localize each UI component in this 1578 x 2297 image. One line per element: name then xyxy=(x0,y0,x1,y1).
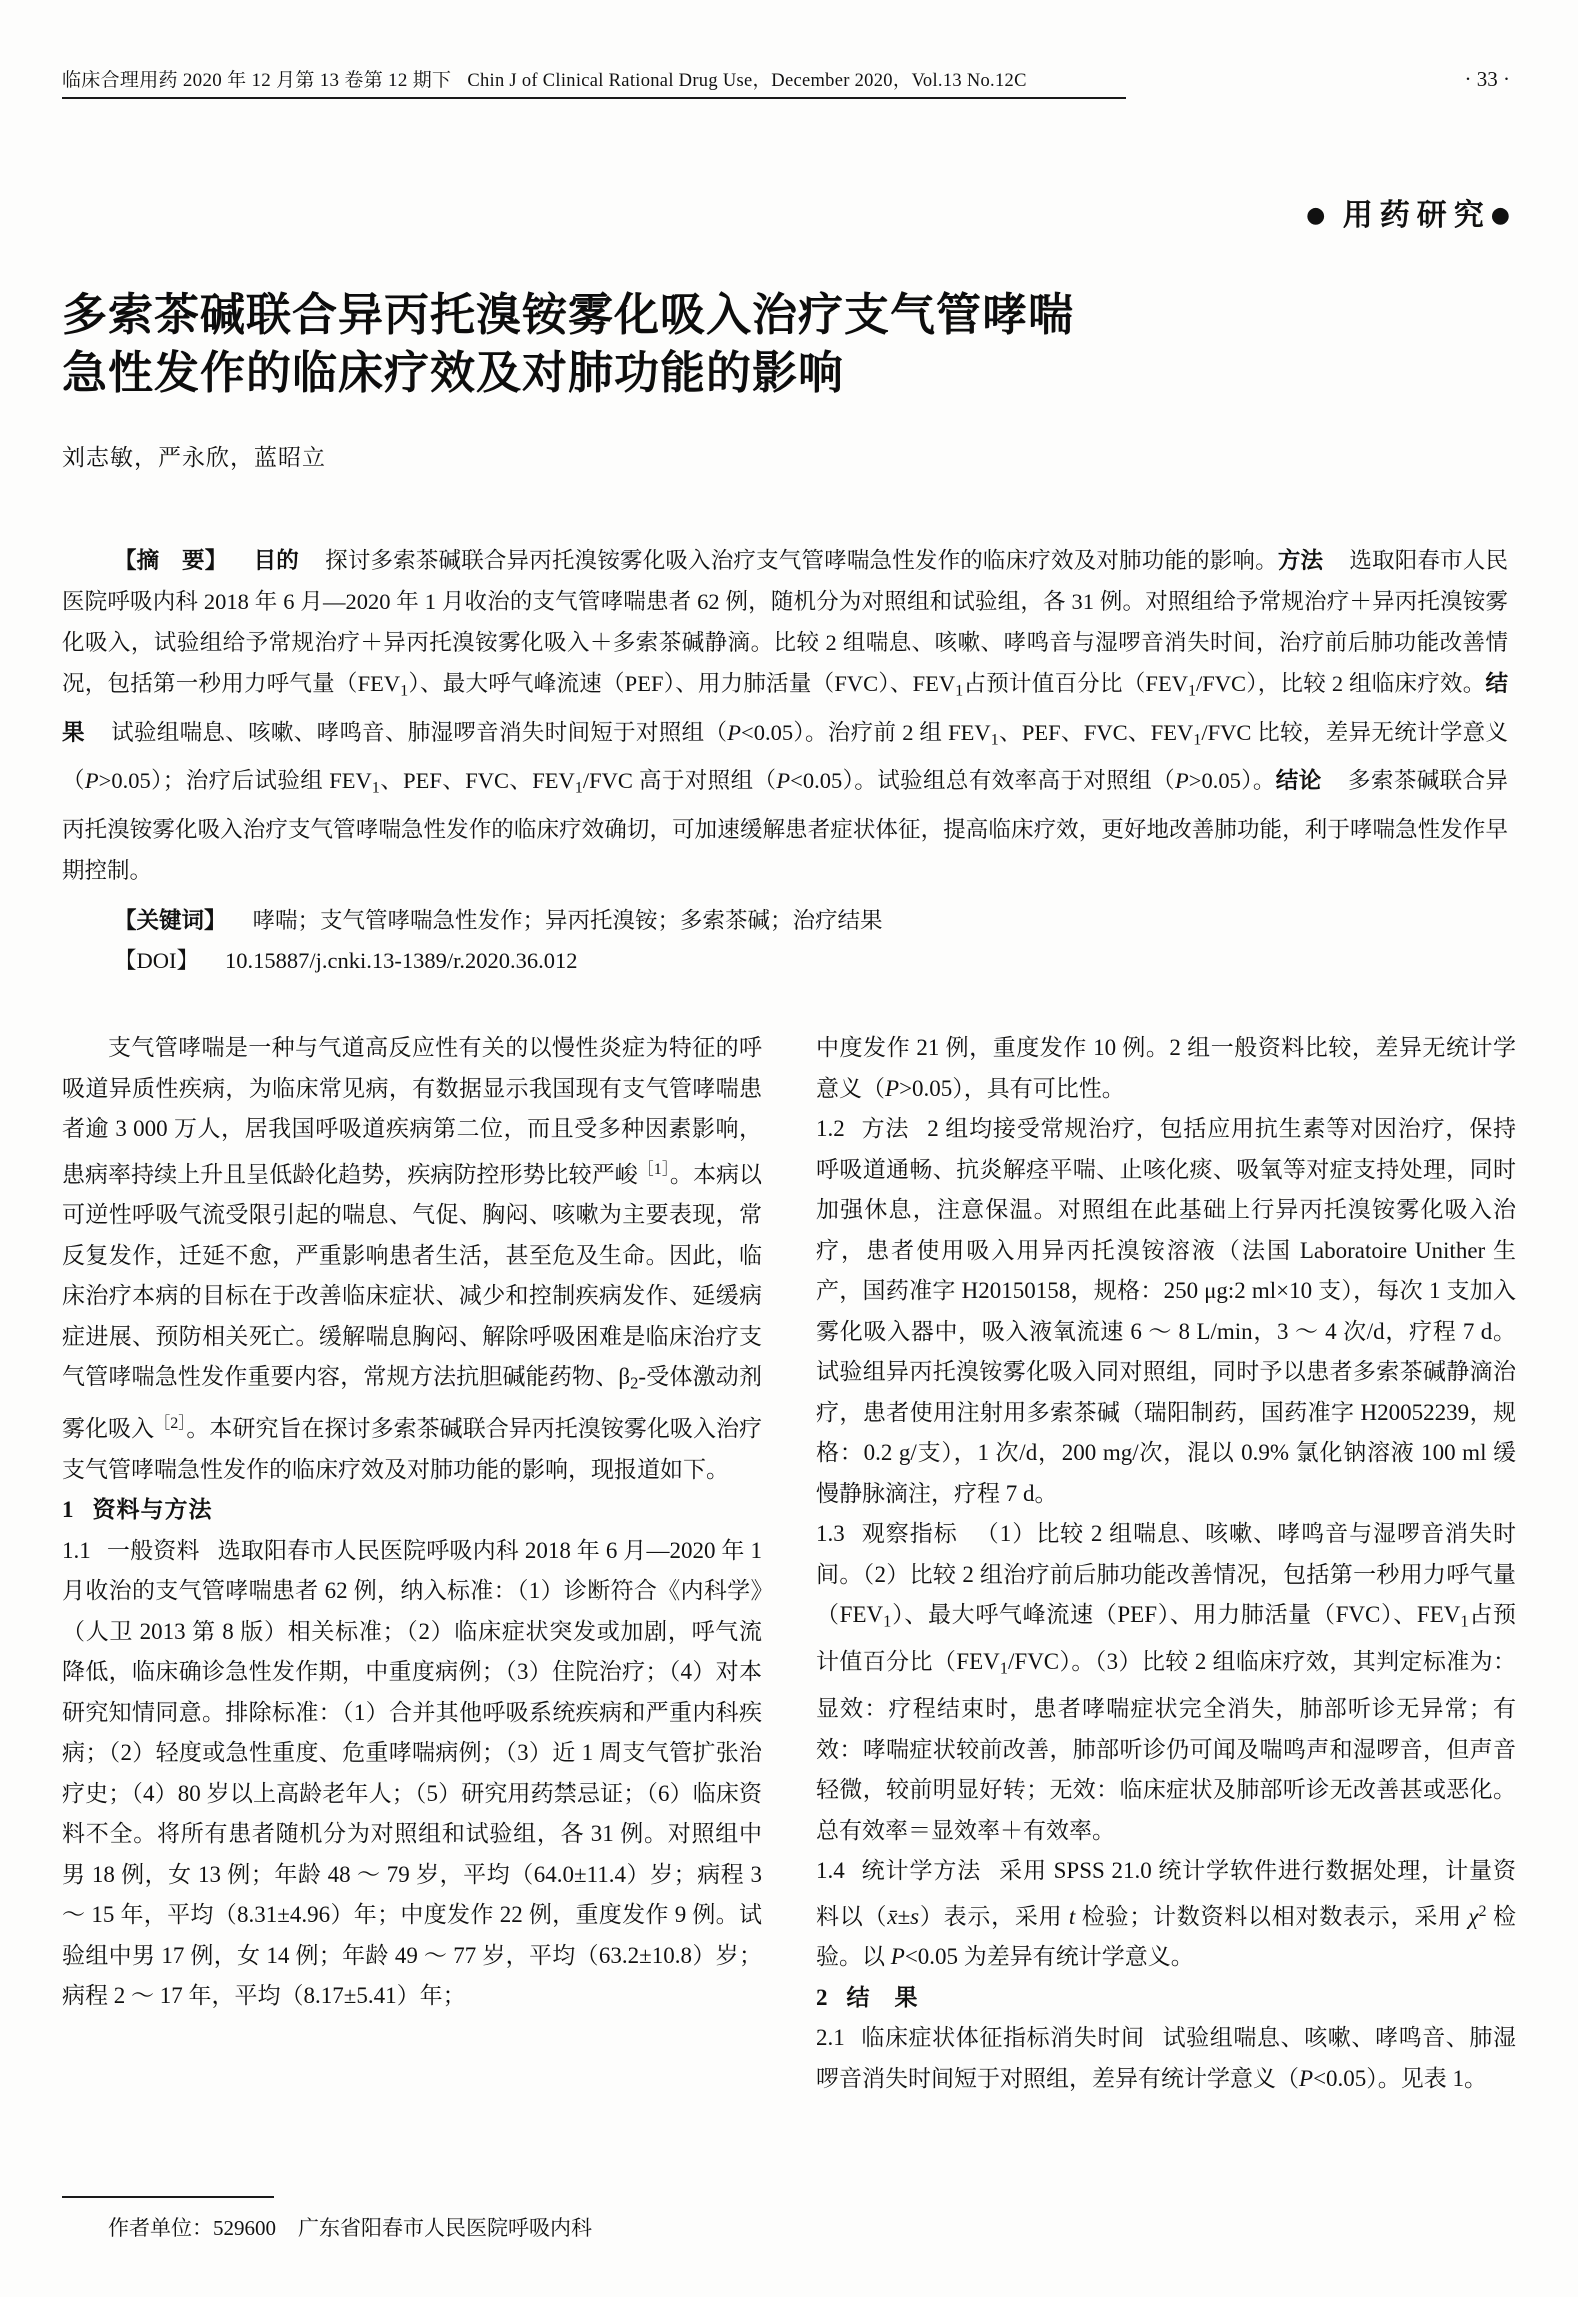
subsection-1-1-text: 选取阳春市人民医院呼吸内科 2018 年 6 月—2020 年 1 月收治的支气管哮喘患者 62 例，纳入标准：（1）诊断符合《内科学》（人卫 2013 第 8 版）相关标准；（2）临床症状突发或加剧，呼气流降低，临床确诊急性发作期，中重度病例；（3）住院治疗；（4）对本研究知情同意。排除标准：（1）合并其他呼吸系统疾病和严重内科疾病；（2）轻度或急性重度、危重哮喘病例；（3）近 1 周支气管扩张治疗史；（4）80 岁以上高龄老年人；（5）研究用药禁忌证；（6）临床资料不全。将所有患者随机分为对照组和试验组，各 31 例。对照组中男 18 例，女 13 例；年龄 48 ～ 79 岁，平均（64.0±11.4）岁；病程 3 ～ 15 年，平均（8.31±4.96）年；中度发作 22 例，重度发作 9 例。试验组中男 17 例，女 14 例；年龄 49 ～ 77 岁，平均（63.2±10.8）岁；病程 2 ～ 17 年，平均（8.17±5.41）年； xyxy=(62,1537,763,2009)
abstract-results-text-i: >0.05）。 xyxy=(1188,768,1276,794)
kicker-left-dot: ● xyxy=(1306,202,1326,228)
continued-text-a: 中度发作 21 例，重度发作 10 例。2 组一般资料比较，差异无统计学意义（ xyxy=(816,1035,1516,1101)
keywords-label: 【关键词】 xyxy=(114,907,227,933)
p-value-4: P xyxy=(1175,768,1189,794)
fev1-sub-10: 1 xyxy=(999,1658,1009,1678)
p-value-7: P xyxy=(1299,2065,1314,2091)
beta2-subscript: 2 xyxy=(630,1373,639,1393)
abstract-results-text-g: /FVC 高于对照组（ xyxy=(582,768,777,794)
abstract-results-text-h: <0.05）。试验组总有效率高于对照组（ xyxy=(790,768,1175,794)
footnote-block xyxy=(62,2196,762,2246)
subsection-1-3-number: 1.3 xyxy=(816,1521,845,1546)
abstract-methods-text-c: 占预计值百分比（FEV xyxy=(963,671,1188,696)
abstract-conclusion-label: 结论 xyxy=(1275,768,1322,794)
fev1-sub-5: 1 xyxy=(1193,730,1202,749)
article-title-line-1: 多索茶碱联合异丙托溴铵雾化吸入治疗支气管哮喘 xyxy=(62,288,1075,341)
abstract-results-text-f: 、PEF、FVC、FEV xyxy=(379,768,575,794)
abstract-results-text-b: <0.05）。治疗前 2 组 FEV xyxy=(741,719,991,745)
abstract-conclusion-text: 多索茶碱联合异丙托溴铵雾化吸入治疗支气管哮喘急性发作的临床疗效确切，可加速缓解患者症状体征，提高临床疗效，更好地改善肺功能，利于哮喘急性发作早期控制。 xyxy=(62,768,1508,883)
subsection-1-3-text-b: ）、最大呼气峰流速（PEF）、用力肺活量（FVC）、FEV xyxy=(891,1602,1461,1627)
subsection-1-4 xyxy=(816,1851,1516,1978)
kicker-label: 用药研究 xyxy=(1342,198,1491,233)
abstract-methods-text-b: ）、最大呼气峰流速（PEF）、用力肺活量（FVC）、FEV xyxy=(408,671,956,696)
reference-marker-1: ［1］ xyxy=(637,1160,670,1178)
subsection-1-4-label: 统计学方法 xyxy=(860,1858,982,1884)
footnote-affiliation-text: 广东省阳春市人民医院呼吸内科 xyxy=(298,2216,592,2240)
article-title-line-2: 急性发作的临床疗效及对肺功能的影响 xyxy=(62,345,845,399)
running-head-rule xyxy=(62,97,1126,99)
page-title xyxy=(62,286,1516,401)
abstract-objective-label: 目的 xyxy=(253,548,299,573)
xbar-s-statistic: x̄±s xyxy=(887,1903,920,1929)
footnote-affiliation xyxy=(108,2210,762,2246)
t-test-symbol: t xyxy=(1068,1903,1076,1929)
subsection-1-1-number: 1.1 xyxy=(62,1537,91,1563)
intro-paragraph xyxy=(62,1028,762,1490)
p-value-2: P xyxy=(84,768,99,794)
fev1-sub-8: 1 xyxy=(883,1611,892,1631)
right-column xyxy=(816,1028,1516,2238)
keywords-line xyxy=(114,901,1508,941)
running-head-journal-en: Chin J of Clinical Rational Drug Use，December 2020，Vol.13 No.12C xyxy=(467,71,1027,91)
doi-line xyxy=(114,941,1508,981)
fev1-sub-2: 1 xyxy=(955,681,964,700)
chi-symbol: χ xyxy=(1468,1903,1479,1929)
subsection-1-1 xyxy=(62,1531,762,2017)
fev1-sub-4: 1 xyxy=(990,730,999,749)
subsection-2-1-text-b: <0.05）。见表 1。 xyxy=(1313,2065,1488,2091)
intro-text-a: 支气管哮喘是一种与气道高反应性有关的以慢性炎症为特征的呼吸道异质性疾病，为临床常见病，有数据显示我国现有支气管哮喘患者逾 3 000 万人，居我国呼吸道疾病第二位，而且受多种因素影响，患病率持续上升且呈低龄化趋势，疾病防控形势比较严峻 xyxy=(62,1035,762,1187)
subsection-2-1-label: 临床症状体征指标消失时间 xyxy=(860,2025,1145,2051)
intro-text-b: 。本病以可逆性呼吸气流受限引起的喘息、气促、胸闷、咳嗽为主要表现，常反复发作，迁延不愈，严重影响患者生活，甚至危及生命。因此，临床治疗本病的目标在于改善临床症状、减少和控制疾病发作、延缓病症进展、预防相关死亡。缓解喘息胸闷、解除呼吸困难是临床治疗支气管哮喘急性发作重要内容，常规方法抗胆碱能药物、β xyxy=(62,1161,763,1390)
p-value-1: P xyxy=(727,719,742,745)
subsection-1-2 xyxy=(816,1109,1516,1514)
fev1-sub-3: 1 xyxy=(1187,681,1197,700)
subsection-2-1-number: 2.1 xyxy=(816,2025,845,2051)
p-value-5: P xyxy=(885,1075,900,1101)
subsection-1-3-text-d: /FVC）。（3）比较 2 组临床疗效，其判定标准为：显效：疗程结束时，患者哮喘症状完全消失，肺部听诊无异常；有效：哮喘症状较前改善，肺部听诊仍可闻及喘鸣声和湿啰音，但声音轻微，较前明显好转；无效：临床症状及肺部听诊无改善甚或恶化。总有效率＝显效率＋有效率。 xyxy=(816,1649,1516,1843)
section-2-title: 结 果 xyxy=(846,1984,919,2010)
running-head-journal xyxy=(62,65,1027,92)
subsection-1-4-text-b: ）表示，采用 xyxy=(919,1903,1069,1929)
p-value-3: P xyxy=(776,768,791,794)
footnote-label: 作者单位： xyxy=(108,2216,213,2240)
subsection-1-3-label: 观察指标 xyxy=(860,1521,958,1546)
author-list: 刘志敏，严永欣，蓝昭立 xyxy=(62,445,326,471)
abstract-results-label: 结果 xyxy=(62,671,1508,745)
continued-paragraph xyxy=(816,1028,1516,1109)
section-2-number: 2 xyxy=(816,1984,829,2010)
subsection-1-4-text-a: 采用 SPSS 21.0 统计学软件进行数据处理，计量资料以（ xyxy=(816,1858,1516,1929)
subsection-1-3-text-c: 占预计值百分比（FEV xyxy=(816,1602,1517,1675)
subsection-1-2-number: 1.2 xyxy=(816,1116,845,1141)
doi-text[interactable]: 10.15887/j.cnki.13-1389/r.2020.36.012 xyxy=(225,947,578,973)
subsection-1-3 xyxy=(816,1514,1516,1851)
abstract-objective-text: 探讨多索茶碱联合异丙托溴铵雾化吸入治疗支气管哮喘急性发作的临床疗效及对肺功能的影响。 xyxy=(324,548,1278,573)
subsection-1-1-label: 一般资料 xyxy=(106,1537,200,1563)
doi-label: 【DOI】 xyxy=(114,947,199,973)
abstract-paragraph xyxy=(62,540,1508,891)
running-head xyxy=(62,58,1516,104)
subsection-1-4-text-d: 检验。以 xyxy=(816,1903,1517,1970)
section-kicker xyxy=(1306,190,1510,234)
fev1-sub-7: 1 xyxy=(574,778,583,797)
subsection-1-4-number: 1.4 xyxy=(816,1858,845,1884)
fev1-sub-9: 1 xyxy=(1460,1611,1469,1631)
subsection-1-4-text-e: <0.05 为差异有统计学意义。 xyxy=(904,1944,1194,1970)
intro-text-d: 。本研究旨在探讨多索茶碱联合异丙托溴铵雾化吸入治疗支气管哮喘急性发作的临床疗效及对肺功能的影响，现报道如下。 xyxy=(62,1416,763,1482)
reference-marker-2: ［2］ xyxy=(154,1415,187,1433)
footnote-rule xyxy=(62,2196,274,2198)
abstract-methods-label: 方法 xyxy=(1277,548,1324,573)
p-value-6: P xyxy=(890,1944,905,1970)
abstract-label: 【摘 要】 xyxy=(114,548,228,573)
body-columns xyxy=(62,1028,1516,2238)
running-head-journal-cn: 临床合理用药 2020 年 12 月第 13 卷第 12 期下 xyxy=(62,70,452,91)
subsection-1-2-label: 方法 xyxy=(860,1116,910,1141)
subsection-2-1-text-a: 试验组喘息、咳嗽、哮鸣音、肺湿啰音消失时间短于对照组，差异有统计学意义（ xyxy=(816,2025,1517,2091)
left-column xyxy=(62,1028,762,2238)
title-block xyxy=(62,286,1516,472)
page-number: · 33 · xyxy=(1464,67,1510,91)
abstract-results-text-a: 试验组喘息、咳嗽、哮鸣音、肺湿啰音消失时间短于对照组（ xyxy=(110,719,728,745)
kicker-right-dot: ● xyxy=(1490,202,1510,228)
abstract-results-text-c: 、PEF、FVC、FEV xyxy=(998,719,1194,745)
continued-text-b: >0.05），具有可比性。 xyxy=(899,1075,1125,1101)
intro-text-c: -受体激动剂雾化吸入 xyxy=(62,1364,762,1442)
fev1-sub-6: 1 xyxy=(371,778,380,797)
abstract-methods-text-a: 选取阳春市人民医院呼吸内科 2018 年 6 月—2020 年 1 月收治的支气管哮喘患者 62 例，随机分为对照组和试验组，各 31 例。对照组给予常规治疗＋异丙托溴铵雾化吸入，试验组给予常规治疗＋异丙托溴铵雾化吸入＋多索茶碱静滴。比较 2 组喘息、咳嗽、哮鸣音与湿啰音消失时间，治疗前后肺功能改善情况，包括第一秒用力呼气量（FEV xyxy=(62,548,1508,696)
subsection-2-1 xyxy=(816,2018,1516,2099)
section-heading-1 xyxy=(62,1490,762,1531)
section-1-title: 资料与方法 xyxy=(92,1497,213,1523)
abstract-block xyxy=(62,540,1508,981)
section-heading-2 xyxy=(816,1978,1516,2019)
subsection-1-2-text: 2 组均接受常规治疗，包括应用抗生素等对因治疗，保持呼吸道通畅、抗炎解痉平喘、止咳化痰、吸氧等对症支持处理，同时加强休息，注意保温。对照组在此基础上行异丙托溴铵雾化吸入治疗，患者使用吸入用异丙托溴铵溶液（法国 Laboratoire Unither 生产，国药准字 H20150158，规格：250 μg:2 ml×10 支），每次 1 支加入雾化吸入器中，吸入液氧流速 6 ～ 8 L/min，3 ～ 4 次/d，疗程 7 d。试验组异丙托溴铵雾化吸入同对照组，同时予以患者多索茶碱静滴治疗，患者使用注射用多索茶碱（瑞阳制药，国药准字 H20052239，规格：0.2 g/支），1 次/d，200 mg/次，混以 0.9% 氯化钠溶液 100 ml 缓慢静脉滴注，疗程 7 d。 xyxy=(816,1116,1517,1506)
abstract-results-text-d: /FVC 比较，差异无统计学意义（ xyxy=(62,719,1508,794)
section-1-number: 1 xyxy=(62,1497,75,1523)
chi-square-exponent: 2 xyxy=(1478,1902,1487,1920)
abstract-methods-text-d: /FVC），比较 2 组临床疗效。 xyxy=(1196,671,1486,696)
fev1-sub-1: 1 xyxy=(400,681,409,700)
subsection-1-3-text-a: （1）比较 2 组喘息、咳嗽、哮鸣音与湿啰音消失时间。（2）比较 2 组治疗前后肺功能改善情况，包括第一秒用力呼气量（FEV xyxy=(816,1521,1517,1627)
subsection-1-4-text-c: 检验；计数资料以相对数表示，采用 xyxy=(1075,1903,1469,1929)
keywords-text: 哮喘；支气管哮喘急性发作；异丙托溴铵；多索茶碱；治疗结果 xyxy=(252,907,883,933)
footnote-postcode: 529600 xyxy=(213,2216,276,2240)
abstract-results-text-e: >0.05）；治疗后试验组 FEV xyxy=(98,768,372,794)
